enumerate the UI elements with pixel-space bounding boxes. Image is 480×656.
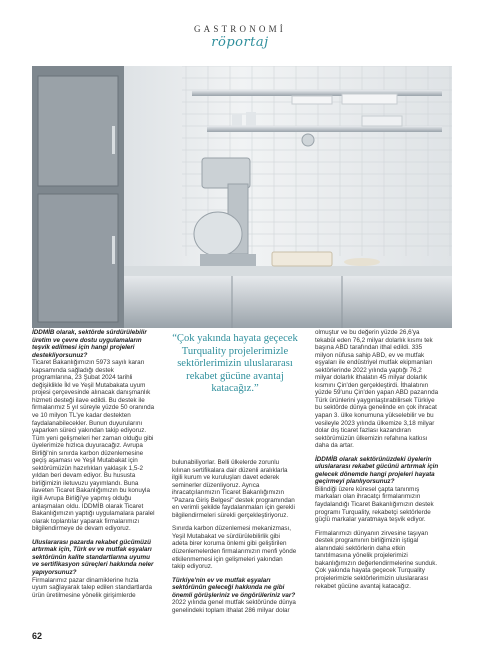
answer-3-continued: olmuştur ve bu değerin yüzde 26,6'ya tekabül eden 76,2 milyar dolarlık kısmı tek başına ABD tarafından ithal edildi. 335 milyon nüfusa sahip ABD, ev ve mutfak eşyaları ile endüstriyel mutfak ekipmanları sektörlerinde 2022 yılında yaptığı 76,2 milyar dolarlık ithalatın 45 milyar dolarlık kısmını Çin'den gerçekleştirdi. İthalatının yüzde 59'unu Çin'den yapan ABD pazarında Türk ürünlerini yaygınlaştırabilirsek Türkiye bu sektörde dünya genelinde en çok ihracat yapan 3. ülke konumuna yükselebilir ve bu vesileyle 2023 yılında ülkemize 3,18 milyar dolar dış ticaret fazlası kazandıran sektörümüzün ülkemizin refahına katkısı daha da artar. bbox=[315, 329, 439, 450]
question-3: Türkiye'nin ev ve mutfak eşyaları sektörünün geleceği hakkında ne gibi önemli görüşleriniz ve öngörüleriniz var? bbox=[172, 576, 296, 599]
paragraph: Sınırda karbon düzenlemesi mekanizması, Yeşil Mutabakat ve sürdürülebilirlik gibi adeta birer koruma önlemi gibi geliştirilen düzenlemelerden firmalarımızın menfi yönde etkilenmemesi için gelişmeleri yakından takip ediyoruz. bbox=[172, 525, 297, 571]
page-header bbox=[0, 24, 480, 50]
answer-2: Firmalarımız pazar dinamiklerine hızla uyum sağlayarak talep edilen standartlarda ürün üretilmesine yönelik girişimlerde bbox=[32, 576, 153, 599]
section-subtitle: röportaj bbox=[211, 35, 269, 50]
question-4: İDDMİB olarak sektörünüzdeki üyelerin uluslararası rekabet gücünü artırmak için gelecek dönemde hangi projeleri hayata geçirmeyi planlıyorsunuz? bbox=[315, 455, 439, 486]
answer-2-continued: bulunabiliyorlar. Belli ülkelerde zorunlu kılınan sertifikalara dair düzenli aralıklarla ilgili kurum ve kuruluşları davet ederek seminerler düzenliyoruz. Ayrıca ihracatçılarımızın Ticaret Bakanlığımızın "Pazara Giriş Belgesi" destek programından en verimli şekilde faydalanmaları için gerekli bilgilendirmeleri sürekli gerçekleştiriyoruz. bbox=[172, 459, 295, 519]
text-column-3 bbox=[315, 329, 440, 590]
question-2: Uluslararası pazarda rekabet gücümüzü artırmak için, Türk ev ve mutfak eşyaları sektörünün kalite standartlarına uyumu ve sertifikasyon süreçleri hakkında neler yapıyorsunuz? bbox=[32, 538, 154, 576]
question-1: İDDMİB olarak, sektörde sürdürülebilir üretim ve çevre dostu uygulamaların teşvik edilmesi için hangi projeleri destekliyorsunuz? bbox=[32, 329, 147, 359]
pull-quote: “Çok yakında hayata geçecek Turquality projelerimizle sektörlerimizin uluslararası rekabet gücüne avantaj katacağız.” bbox=[172, 333, 298, 395]
page-number: 62 bbox=[32, 631, 43, 641]
section-title: GASTRONOMİ bbox=[193, 24, 286, 34]
answer-4: Bilindiği üzere küresel çapta tanınmış markaları olan ihracatçı firmalarımızın faydalandığı Ticaret Bakanlığımızın destek programı Turquality, rekabetçi sektörlerde güçlü markalar yaratmaya teşvik ediyor. bbox=[315, 485, 434, 524]
kitchen-photo bbox=[32, 66, 452, 328]
answer-1: Ticaret Bakanlığımızın 5973 sayılı kararı kapsamında sağladığı destek programlarına, 23 Şubat 2024 tarihli değişiklikle İkl ve Yeşil Mutabakata uyum projesi çerçevesinde alınacak danışmanlık hizmeti desteği ilave edildi. Bu destek ile firmalarımız 5 yıl süreyle yüzde 50 oranında ve 10 milyon TL'ye kadar destekten faydalanabilecekler. Bunun duyurularını yaparken süreci yakından takip ediyoruz. Tüm yeni gelişmeleri her zaman olduğu gibi üyelerimize hızlıca duyuracağız. Avrupa Birliği'nin sınırda karbon düzenlemesine geçiş aşaması ve Yeşil Mutabakat için sektörümüzün hazırlıkları yaklaşık 1,5-2 yıldan beri devam ediyor. Bu hususta birliğimizin iletuvuzu yayımlandı. Buna ilaveten Ticaret Bakanlığımızın bu konuyla ilgili Avrupa Birliği'ye yapmış olduğu anlaşmaları oldu. İDDMİB olarak Ticaret Bakanlığımızın yaptığı uygulamalara paralel olarak toplantılar yaparak firmalarımızı bilgilendirmeye de devam ediyoruz. bbox=[32, 359, 155, 533]
answer-4-continued: Firmalarımızı dünyanın zirvesine taşıyan destek programının birliğimizin iştigal alanındaki sektörlerin daha etkin tanıtılmasına yönelik projelerimizi bakanlığımızın değerlendirmelerine sunduk. Çok yakında hayata geçecek Turquality projelerimizle sektörlerimizin uluslararası rekabet gücüne avantaj katacağız. bbox=[315, 529, 438, 590]
answer-3: 2022 yılında genel mutfak sektöründe dünya genelindeki toplam ithalat 286 milyar dolar bbox=[172, 599, 296, 614]
text-column-1 bbox=[32, 329, 155, 599]
text-column-2 bbox=[172, 459, 297, 614]
